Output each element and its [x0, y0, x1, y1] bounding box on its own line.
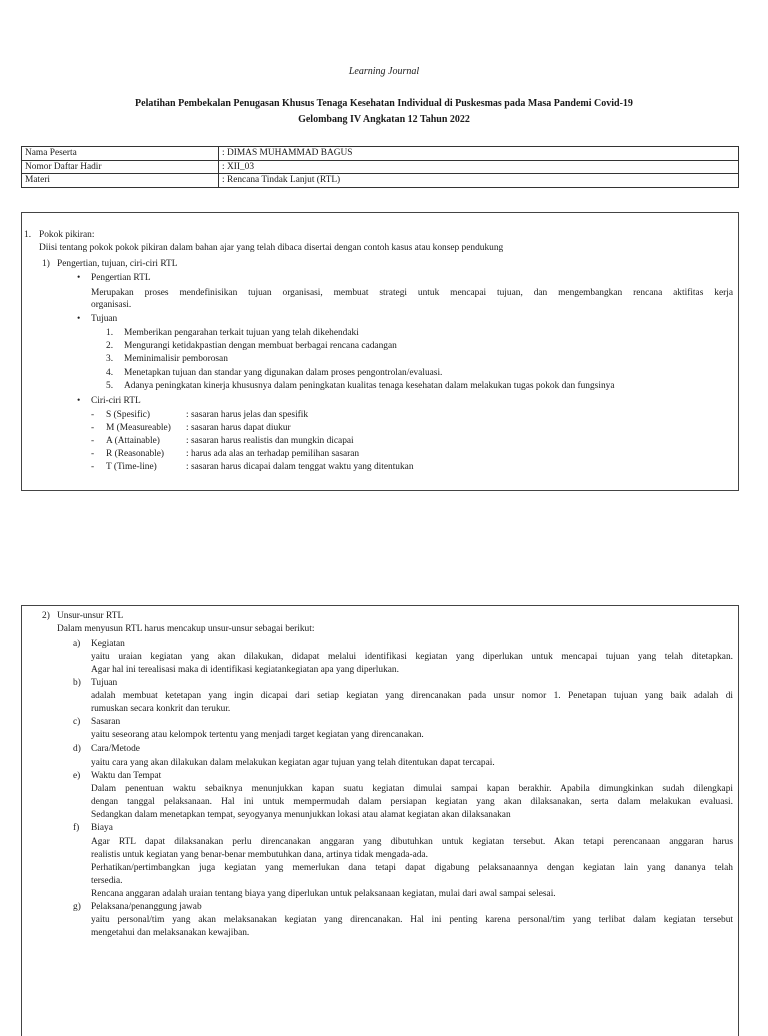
ciri-dash: - — [91, 410, 95, 420]
label-nomor-daftar-hadir: Nomor Daftar Hadir — [22, 160, 219, 174]
tujuan-num-3: 3. — [106, 354, 114, 364]
tujuan-item-3: Meminimalisir pemborosan — [124, 354, 228, 364]
value-nama-peserta: : DIMAS MUHAMMAD BAGUS — [219, 147, 739, 161]
biaya-line-1: Agar RTL dapat dilaksanakan perlu direncanakan anggaran yang dibutuhkan untuk kegiatan tersebut. Akan tetapi perencanaan anggaran harus — [91, 837, 733, 847]
label-materi: Materi — [22, 174, 219, 188]
waktu-tempat-line-3: Sedangkan dalam menetapkan tempat, seyogyanya menunjukkan lokasi atau alamat kegiatan akan dilaksanakan — [91, 810, 511, 820]
waktu-tempat-line-1: Dalam penentuan waktu sebaiknya menunjukkan kapan suatu kegiatan dimulai sampai kapan berakhir. Apabila dimungkinkan sudah dilengkapi — [91, 784, 733, 794]
item-letter-e: e) — [73, 771, 81, 781]
ciri-term: M (Measureable) — [106, 423, 171, 433]
item-letter-c: c) — [73, 717, 81, 727]
pengertian-line-1: Merupakan proses mendefinisikan tujuan organisasi, membuat strategi untuk mencapai tujuan, dan mengembangkan rencana aktifitas kerja — [91, 288, 733, 298]
item-letter-f: f) — [73, 823, 80, 833]
pelaksana-line-2: mengetahui dan melaksanakan kewajiban. — [91, 928, 250, 938]
item-letter-g: g) — [73, 902, 81, 912]
tujuan-item-2: Mengurangi ketidakpastian dengan membuat berbagai rencana cadangan — [124, 341, 397, 351]
ciri-term: A (Attainable) — [106, 436, 160, 446]
pengertian-line-2: organisasi. — [91, 300, 132, 310]
sasaran-line-1: yaitu seseorang atau kelompok tertentu yang menjadi target kegiatan yang direncanakan. — [91, 730, 424, 740]
item-letter-a: a) — [73, 639, 81, 649]
section-1-title: Pokok pikiran: — [39, 230, 95, 240]
ciri-dash: - — [91, 423, 95, 433]
ciri-dash: - — [91, 436, 95, 446]
item-title-kegiatan: Kegiatan — [91, 639, 125, 649]
biaya-line-4: tersedia. — [91, 876, 123, 886]
tujuan-num-2: 2. — [106, 341, 114, 351]
kegiatan-line-2: Agar hal ini terealisasi maka di identifikasi kegiatankegiatan apa yang diperlukan. — [91, 665, 399, 675]
ciri-desc: : sasaran harus jelas dan spesifik — [186, 410, 309, 420]
table-row — [22, 160, 739, 174]
item-title-cara-metode: Cara/Metode — [91, 744, 140, 754]
tujuan-item-4: Menetapkan tujuan dan standar yang digunakan dalam proses pengontrolan/evaluasi. — [124, 368, 443, 378]
tujuan-num-5: 5. — [106, 381, 114, 391]
ciri-title: • Ciri-ciri RTL — [91, 395, 141, 407]
ciri-desc: : sasaran harus dicapai dalam tenggat waktu yang ditentukan — [186, 462, 414, 472]
sub-1-number: 1) — [42, 259, 50, 269]
tujuan-item-1: Memberikan pengarahan terkait tujuan yang telah dikehendaki — [124, 328, 359, 338]
ciri-dash: - — [91, 449, 95, 459]
section-2-intro: Dalam menyusun RTL harus mencakup unsur-unsur sebagai berikut: — [57, 624, 315, 634]
sub-1-title: Pengertian, tujuan, ciri-ciri RTL — [57, 259, 178, 269]
tujuan-item-5: Adanya peningkatan kinerja khususnya dalam peningkatan kualitas tenaga kesehatan dalam melakukan tugas pokok dan fungsinya — [124, 381, 615, 391]
item-letter-d: d) — [73, 744, 81, 754]
ciri-dash: - — [91, 462, 95, 472]
section-1-number: 1. — [24, 230, 32, 240]
document-title: Learning Journal — [348, 66, 420, 77]
section-1-intro: Diisi tentang pokok pokok pikiran dalam bahan ajar yang telah dibaca disertai dengan contoh kasus atau konsep pendukung — [39, 243, 504, 253]
pelaksana-line-1: yaitu personal/tim yang akan melaksanakan kegiatan yang direncanakan. Hal ini penting karena personal/tim yang terlibat dalam kegiatan tersebut — [91, 915, 733, 925]
training-title-line-2: Gelombang IV Angkatan 12 Tahun 2022 — [298, 114, 470, 125]
item-title-waktu-tempat: Waktu dan Tempat — [91, 771, 162, 781]
item-title-sasaran: Sasaran — [91, 717, 121, 727]
pengertian-title: • Pengertian RTL — [91, 272, 151, 284]
section-2-title: Unsur-unsur RTL — [57, 611, 124, 621]
tujuan-title: • Tujuan — [91, 313, 117, 325]
value-materi: : Rencana Tindak Lanjut (RTL) — [219, 174, 739, 188]
table-row — [22, 147, 739, 161]
training-title-line-1: Pelatihan Pembekalan Penugasan Khusus Tenaga Kesehatan Individual di Puskesmas pada Masa Pandemi Covid-19 — [135, 98, 633, 109]
tujuan-num-1: 1. — [106, 328, 114, 338]
item-letter-b: b) — [73, 678, 81, 688]
tujuan-num-4: 4. — [106, 368, 114, 378]
ciri-term: R (Reasonable) — [106, 449, 165, 459]
ciri-term: S (Spesific) — [106, 410, 151, 420]
section-2-number: 2) — [42, 611, 50, 621]
kegiatan-line-1: yaitu uraian kegiatan yang akan dilakukan, didapat melalui identifikasi kegiatan yang diperlukan untuk mencapai tujuan yang telah ditetapkan. — [91, 652, 733, 662]
waktu-tempat-line-2: dengan tanggal pelaksanaan. Hal ini untuk mempermudah dalam persiapan kegiatan yang akan dilaksanakan, serta dalam melakukan evaluasi. — [91, 797, 733, 807]
table-row — [22, 174, 739, 188]
label-nama-peserta: Nama Peserta — [22, 147, 219, 161]
item-title-pelaksana: Pelaksana/penanggung jawab — [91, 902, 202, 912]
tujuan-line-1: adalah membuat ketetapan yang ingin dicapai dari setiap kegiatan yang direncanakan pada unsur nomor 1. Penetapan tujuan yang baik adalah di — [91, 691, 733, 701]
ciri-desc: : harus ada alas an terhadap pemilihan sasaran — [186, 449, 360, 459]
participant-info-table — [21, 146, 739, 188]
item-title-biaya: Biaya — [91, 823, 113, 833]
item-title-tujuan: Tujuan — [91, 678, 118, 688]
biaya-line-2: realistis untuk kegiatan yang benar-benar membutuhkan dana, artinya tidak mengada-ada. — [91, 850, 428, 860]
biaya-line-3: Perhatikan/pertimbangkan juga kegiatan yang memerlukan dana tetapi dapat digabung pelaksanaannya dengan kegiatan lain yang dananya telah — [91, 863, 733, 873]
ciri-term: T (Time-line) — [106, 462, 157, 472]
ciri-desc: : sasaran harus realistis dan mungkin dicapai — [186, 436, 354, 446]
value-nomor-daftar-hadir: : XII_03 — [219, 160, 739, 174]
ciri-desc: : sasaran harus dapat diukur — [186, 423, 291, 433]
cara-metode-line-1: yaitu cara yang akan dilakukan dalam melakukan kegiatan agar tujuan yang telah ditentukan dapat tercapai. — [91, 758, 495, 768]
tujuan-line-2: rumuskan secara konkrit dan terukur. — [91, 704, 231, 714]
biaya-line-5: Rencana anggaran adalah uraian tentang biaya yang diperlukan untuk pelaksanaan kegiatan, mulai dari awal sampai selesai. — [91, 889, 556, 899]
